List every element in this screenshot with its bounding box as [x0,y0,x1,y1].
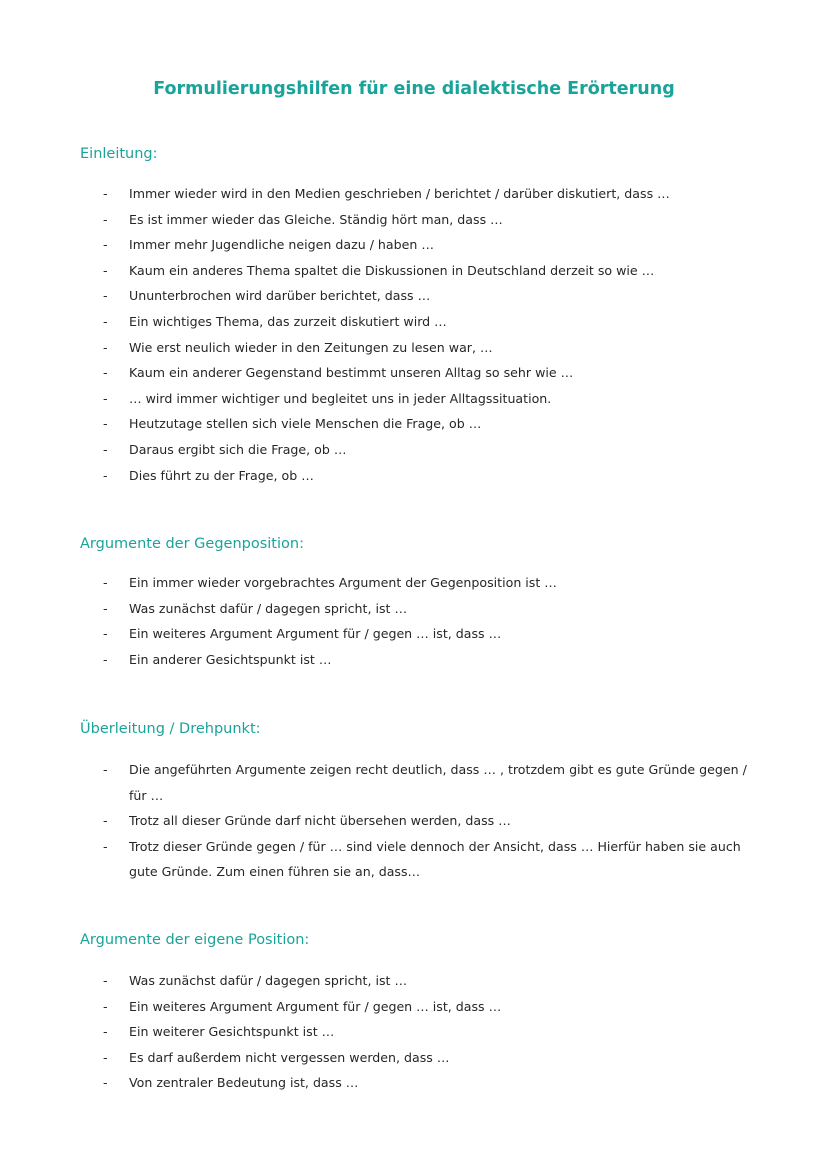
bullet-dash: - [103,651,108,667]
list-ueberleitung [0,757,828,885]
bullet-dash: - [103,838,108,854]
bullet-dash: - [103,262,108,278]
list-item: - Es ist immer wieder das Gleiche. Ständig hört man, dass … [0,207,828,233]
bullet-dash: - [103,339,108,355]
bullet-dash: - [103,1024,108,1040]
list-item: - Ein weiteres Argument Argument für / gegen … ist, dass … [0,621,828,647]
bullet-dash: - [103,390,108,406]
section-heading-ueberleitung: Überleitung / Drehpunkt: [80,721,261,737]
list-item: - Es darf außerdem nicht vergessen werden, dass … [0,1045,828,1071]
bullet-dash: - [103,467,108,483]
bullet-dash: - [103,186,108,201]
list-item: - Immer wieder wird in den Medien geschrieben / berichtet / darüber diskutiert, dass … [0,181,828,207]
bullet-dash: - [103,1049,108,1065]
list-item: - Daraus ergibt sich die Frage, ob … [0,437,828,463]
list-item: - Ein weiteres Argument Argument für / gegen … ist, dass … [0,994,828,1020]
list-item: - Ein anderer Gesichtspunkt ist … [0,647,828,673]
bullet-dash: - [103,813,108,829]
bullet-dash: - [103,575,108,590]
list-item: - Ein weiterer Gesichtspunkt ist … [0,1019,828,1045]
bullet-dash: - [103,211,108,227]
document-title: Formulierungshilfen für eine dialektische Erörterung [153,79,675,99]
list-item: - Trotz dieser Gründe gegen / für … sind viele dennoch der Ansicht, dass … Hierfür haben sie auch gute Gründe. Zum einen führen sie an, dass… [0,834,828,885]
list-item: - Von zentraler Bedeutung ist, dass … [0,1070,828,1096]
list-item: - Was zunächst dafür / dagegen spricht, ist … [0,596,828,622]
list-item: - Trotz all dieser Gründe darf nicht übersehen werden, dass … [0,808,828,834]
list-item: - Heutzutage stellen sich viele Menschen die Frage, ob … [0,411,828,437]
bullet-dash: - [103,237,108,253]
section-heading-einleitung: Einleitung: [80,146,158,162]
list-item: - Ununterbrochen wird darüber berichtet, dass … [0,283,828,309]
list-item: - Kaum ein anderes Thema spaltet die Diskussionen in Deutschland derzeit so wie … [0,258,828,284]
bullet-dash: - [103,365,108,381]
bullet-dash: - [103,416,108,432]
list-item: - Die angeführten Argumente zeigen recht deutlich, dass … , trotzdem gibt es gute Gründe gegen / für … [0,757,828,808]
bullet-dash: - [103,626,108,642]
section-heading-gegenposition: Argumente der Gegenposition: [80,536,304,552]
bullet-dash: - [103,313,108,329]
list-gegenposition [0,570,828,672]
bullet-dash: - [103,973,108,988]
bullet-dash: - [103,998,108,1014]
list-item: - Was zunächst dafür / dagegen spricht, ist … [0,968,828,994]
bullet-dash: - [103,1075,108,1091]
bullet-dash: - [103,288,108,304]
list-item: - Kaum ein anderer Gegenstand bestimmt unseren Alltag so sehr wie … [0,360,828,386]
list-item: - Ein immer wieder vorgebrachtes Argument der Gegenposition ist … [0,570,828,596]
list-eigene-position [0,968,828,1096]
bullet-dash: - [103,762,108,777]
list-einleitung [0,181,828,488]
bullet-dash: - [103,600,108,616]
bullet-dash: - [103,441,108,457]
list-item: - Wie erst neulich wieder in den Zeitungen zu lesen war, … [0,335,828,361]
list-item: - … wird immer wichtiger und begleitet uns in jeder Alltagssituation. [0,386,828,412]
list-item: - Immer mehr Jugendliche neigen dazu / haben … [0,232,828,258]
section-heading-eigene-position: Argumente der eigene Position: [80,932,310,948]
list-item: - Dies führt zu der Frage, ob … [0,463,828,489]
list-item: - Ein wichtiges Thema, das zurzeit diskutiert wird … [0,309,828,335]
